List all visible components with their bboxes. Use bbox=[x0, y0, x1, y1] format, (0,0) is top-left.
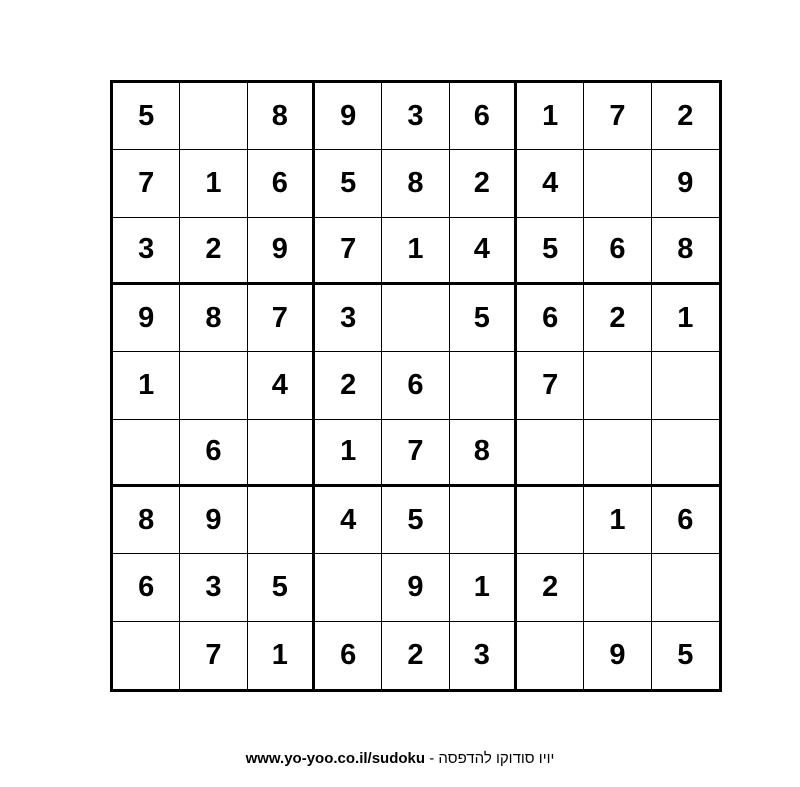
sudoku-cell-given[interactable]: 7 bbox=[180, 622, 247, 689]
sudoku-cell-empty[interactable] bbox=[180, 352, 247, 419]
sudoku-cell-given[interactable]: 9 bbox=[584, 622, 651, 689]
sudoku-cell-given[interactable]: 5 bbox=[517, 218, 584, 285]
sudoku-cell-given[interactable]: 3 bbox=[382, 83, 449, 150]
sudoku-cell-given[interactable]: 6 bbox=[584, 218, 651, 285]
sudoku-cell-given[interactable]: 2 bbox=[382, 622, 449, 689]
sudoku-cell-given[interactable]: 6 bbox=[113, 554, 180, 621]
sudoku-cell-empty[interactable] bbox=[248, 420, 315, 487]
sudoku-cell-empty[interactable] bbox=[450, 352, 517, 419]
sudoku-cell-given[interactable]: 8 bbox=[180, 285, 247, 352]
footer-caption: יויו סודוקו להדפסה bbox=[438, 750, 555, 767]
sudoku-cell-given[interactable]: 6 bbox=[517, 285, 584, 352]
sudoku-cell-given[interactable]: 9 bbox=[382, 554, 449, 621]
sudoku-cell-given[interactable]: 2 bbox=[652, 83, 719, 150]
sudoku-cell-given[interactable]: 8 bbox=[248, 83, 315, 150]
sudoku-cell-given[interactable]: 3 bbox=[450, 622, 517, 689]
sudoku-cell-given[interactable]: 5 bbox=[450, 285, 517, 352]
sudoku-cell-given[interactable]: 8 bbox=[450, 420, 517, 487]
sudoku-cell-given[interactable]: 1 bbox=[584, 487, 651, 554]
sudoku-cell-given[interactable]: 7 bbox=[517, 352, 584, 419]
sudoku-cell-given[interactable]: 5 bbox=[248, 554, 315, 621]
sudoku-cell-empty[interactable] bbox=[382, 285, 449, 352]
sudoku-cell-given[interactable]: 2 bbox=[584, 285, 651, 352]
sudoku-cell-given[interactable]: 5 bbox=[382, 487, 449, 554]
sudoku-cell-given[interactable]: 2 bbox=[315, 352, 382, 419]
footer bbox=[0, 750, 800, 767]
sudoku-cell-given[interactable]: 2 bbox=[517, 554, 584, 621]
sudoku-cell-given[interactable]: 6 bbox=[180, 420, 247, 487]
sudoku-cell-empty[interactable] bbox=[517, 487, 584, 554]
sudoku-cell-given[interactable]: 7 bbox=[382, 420, 449, 487]
sudoku-cell-given[interactable]: 7 bbox=[113, 150, 180, 217]
sudoku-cell-given[interactable]: 5 bbox=[677, 638, 694, 671]
sudoku-cell-given[interactable]: 6 bbox=[652, 487, 719, 554]
sudoku-cell-empty[interactable] bbox=[315, 554, 382, 621]
sudoku-cell-given[interactable]: 5 bbox=[113, 83, 180, 150]
sudoku-cell-given[interactable]: 3 bbox=[315, 285, 382, 352]
sudoku-cell-empty[interactable] bbox=[652, 554, 719, 621]
sudoku-cell-given[interactable]: 8 bbox=[113, 487, 180, 554]
sudoku-cell-given[interactable]: 8 bbox=[382, 150, 449, 217]
sudoku-cell-empty[interactable] bbox=[517, 622, 584, 689]
sudoku-cell-given[interactable]: 8 bbox=[652, 218, 719, 285]
sudoku-cell-given[interactable]: 3 bbox=[180, 554, 247, 621]
sudoku-cell-given[interactable]: 3 bbox=[113, 218, 180, 285]
sudoku-cell-empty[interactable] bbox=[584, 420, 651, 487]
sudoku-cell-given[interactable]: 1 bbox=[450, 554, 517, 621]
sudoku-cell-given[interactable]: 2 bbox=[450, 150, 517, 217]
sudoku-cell-given[interactable]: 2 bbox=[180, 218, 247, 285]
sudoku-cell-empty[interactable] bbox=[248, 487, 315, 554]
sudoku-cell-given[interactable]: 4 bbox=[517, 150, 584, 217]
sudoku-cell-empty[interactable] bbox=[113, 420, 180, 487]
sudoku-cell-given[interactable]: 1 bbox=[113, 352, 180, 419]
sudoku-cell-empty[interactable] bbox=[584, 150, 651, 217]
sudoku-cell-given[interactable]: 1 bbox=[382, 218, 449, 285]
sudoku-cell-given[interactable]: 6 bbox=[382, 352, 449, 419]
sudoku-cell-given[interactable]: 5 bbox=[315, 150, 382, 217]
sudoku-cell-given[interactable]: 9 bbox=[652, 150, 719, 217]
sudoku-cell-given[interactable]: 6 bbox=[315, 622, 382, 689]
sudoku-cell-empty[interactable] bbox=[517, 420, 584, 487]
sudoku-cell-given[interactable]: 4 bbox=[248, 352, 315, 419]
sudoku-cell-empty[interactable] bbox=[450, 487, 517, 554]
sudoku-cell-given[interactable]: 9 bbox=[113, 285, 180, 352]
sudoku-cell-given[interactable]: 4 bbox=[315, 487, 382, 554]
sudoku-cell-empty[interactable] bbox=[652, 420, 719, 487]
sudoku-cell-given[interactable]: 9 bbox=[248, 218, 315, 285]
sudoku-cell-empty[interactable] bbox=[180, 83, 247, 150]
footer-url[interactable]: www.yo-yoo.co.il/sudoku bbox=[245, 750, 426, 767]
sudoku-cell-given[interactable]: 1 bbox=[315, 420, 382, 487]
sudoku-cell-given[interactable]: 7 bbox=[315, 218, 382, 285]
sudoku-cell-given[interactable]: 7 bbox=[584, 83, 651, 150]
sudoku-cell-given[interactable]: 6 bbox=[450, 83, 517, 150]
sudoku-cell-empty[interactable] bbox=[584, 352, 651, 419]
sudoku-cell-given[interactable]: 1 bbox=[180, 150, 247, 217]
footer-separator: - bbox=[425, 750, 439, 767]
sudoku-cell-empty[interactable] bbox=[584, 554, 651, 621]
sudoku-cell-given[interactable]: 4 bbox=[450, 218, 517, 285]
sudoku-cell-given[interactable]: 1 bbox=[517, 83, 584, 150]
sudoku-cell-given[interactable]: 1 bbox=[248, 622, 315, 689]
sudoku-cell-empty[interactable] bbox=[113, 622, 180, 689]
sudoku-cell-empty[interactable] bbox=[652, 352, 719, 419]
sudoku-cell-given[interactable]: 1 bbox=[652, 285, 719, 352]
sudoku-board bbox=[110, 80, 722, 692]
sudoku-cell-given[interactable]: 6 bbox=[248, 150, 315, 217]
sudoku-cell-given[interactable]: 7 bbox=[248, 285, 315, 352]
sudoku-cell-given[interactable]: 9 bbox=[315, 83, 382, 150]
sudoku-cell-given[interactable]: 9 bbox=[180, 487, 247, 554]
